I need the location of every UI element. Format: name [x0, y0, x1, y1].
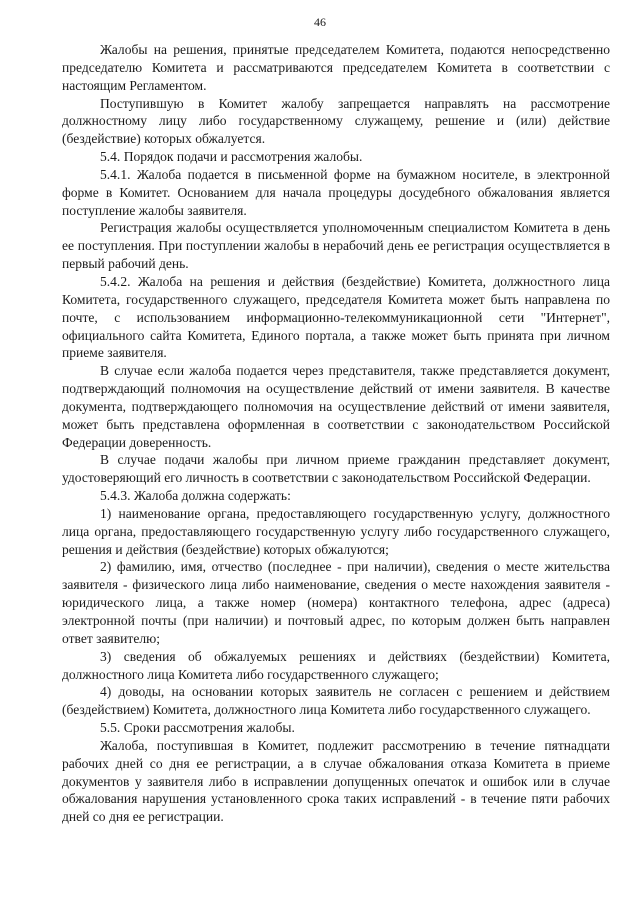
paragraph-forwarding-prohibited: Поступившую в Комитет жалобу запрещается направлять на рассмотрение должностному лицу либо государственному служащему, решение и (или) действие (бездействие) которых обжалуется. — [62, 95, 610, 147]
paragraph-5-4-3: 5.4.3. Жалоба должна содержать: — [100, 488, 291, 504]
page-number: 46 — [314, 15, 326, 29]
paragraph-review-terms: Жалоба, поступившая в Комитет, подлежит рассмотрению в течение пятнадцати рабочих дней со дня ее регистрации, а в случае обжалования отказа Комитета в приеме документов у заявителя либо в исправлении допущенных опечаток и ошибок или в случае обжалования нарушения установленного срока таких исправлений - в течение пяти рабочих дней со дня ее регистрации. — [62, 737, 610, 825]
body-text — [62, 41, 610, 826]
paragraph-registration: Регистрация жалобы осуществляется уполномоченным специалистом Комитета в день ее поступления. При поступлении жалобы в нерабочий день ее регистрация осуществляется в первый рабочий день. — [62, 220, 610, 272]
section-heading-5-4: 5.4. Порядок подачи и рассмотрения жалобы. — [100, 149, 363, 165]
list-item-3: 3) сведения об обжалуемых решениях и действиях (бездействии) Комитета, должностного лица Комитета либо государственного служащего; — [62, 648, 610, 682]
paragraph-representative: В случае если жалоба подается через представителя, также представляется документ, подтверждающий полномочия на осуществление действий от имени заявителя. В качестве документа, подтверждающего полномочия на осуществление действий от имени заявителя, может быть представлена оформленная в соответствии с законодательством Российской Федерации доверенность. — [62, 363, 610, 450]
paragraph-personal-reception: В случае подачи жалобы при личном приеме гражданин представляет документ, удостоверяющий его личность в соответствии с законодательством Российской Федерации. — [62, 452, 610, 486]
list-item-4: 4) доводы, на основании которых заявитель не согласен с решением и действием (бездействием) Комитета, должностного лица Комитета либо государственного служащего. — [62, 684, 610, 718]
paragraph-5-4-2: 5.4.2. Жалоба на решения и действия (бездействие) Комитета, должностного лица Комитета, государственного служащего, председателя Комитета может быть направлена по почте, с использованием информационно-телекоммуникационной сети "Интернет", официального сайта Комитета, Единого портала, а также может быть принята при личном приеме заявителя. — [62, 273, 610, 361]
paragraph-complaints-to-chairman: Жалобы на решения, принятые председателем Комитета, подаются непосредственно председателю Комитета и рассматриваются председателем Комитета в соответствии с настоящим Регламентом. — [62, 42, 610, 93]
list-item-1: 1) наименование органа, предоставляющего государственную услугу, должностного лица органа, предоставляющего государственную услугу либо государственного служащего, решения и действия (бездействие) которых обжалуются; — [62, 505, 610, 557]
list-item-2: 2) фамилию, имя, отчество (последнее - при наличии), сведения о месте жительства заявителя - физического лица либо наименование, сведения о месте нахождения заявителя - юридического лица, а также номер (номера) контактного телефона, адрес (адреса) электронной почты (при наличии) и почтовый адрес, по которым должен быть направлен ответ заявителю; — [62, 559, 610, 646]
paragraph-5-4-1: 5.4.1. Жалоба подается в письменной форме на бумажном носителе, в электронной форме в Комитет. Основанием для начала процедуры досудебного обжалования является поступление жалобы заявителя. — [62, 166, 610, 218]
section-heading-5-5: 5.5. Сроки рассмотрения жалобы. — [100, 720, 295, 736]
